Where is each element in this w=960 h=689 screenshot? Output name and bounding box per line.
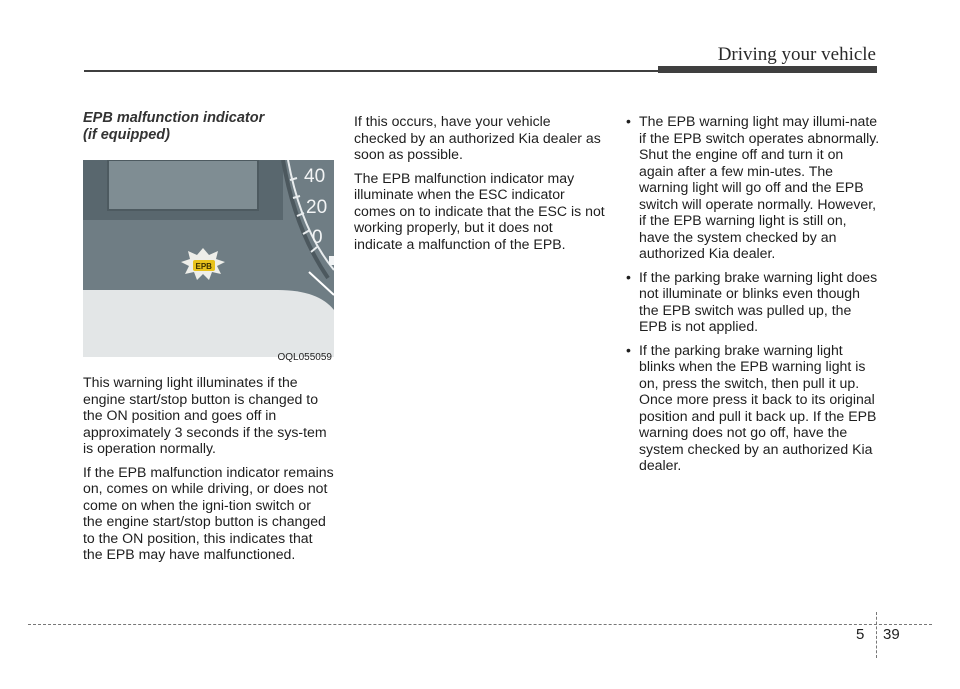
figure-caption: OQL055059 <box>277 351 332 363</box>
cluster-drawing <box>83 160 334 357</box>
bullet-list <box>624 113 880 474</box>
footer-divider <box>876 612 877 658</box>
middle-column <box>354 113 605 259</box>
right-column <box>624 113 880 481</box>
footer-rule <box>28 624 932 625</box>
bullet-item-1: • The EPB warning light may illumi-nate if the EPB switch operates abnormally. Shut the engine off and turn it on again after a few min-utes. The warning light will go off and the EPB switch will operate normally. However, if the EPB warning light is still on, have the system checked by an authorized Kia dealer. <box>624 113 880 262</box>
left-paragraph-1: This warning light illuminates if the engine start/stop button is changed to the ON position and goes off in approximately 3 seconds if the sys-tem is operation normally. <box>83 374 327 456</box>
section-title-line2: (if equipped) <box>83 127 170 143</box>
bullet-item-3: • If the parking brake warning light blinks when the EPB warning light is on, press the switch, then pull it up. Once more press it back to its original position and pull it back up. If the EPB warning does not go off, have the system checked by an authorized Kia dealer. <box>624 342 880 474</box>
gauge-label-20: 20 <box>306 197 328 218</box>
gauge-label-40: 40 <box>304 166 326 187</box>
middle-paragraph-1: If this occurs, have your vehicle checked by an authorized Kia dealer as soon as possible. <box>354 113 601 162</box>
section-title-line1: EPB malfunction indicator <box>83 110 265 126</box>
middle-paragraph-2: The EPB malfunction indicator may illuminate when the ESC indicator comes on to indicate that the ESC is not working properly, but it does not indicate a malfunction of the EPB. <box>354 169 605 252</box>
bullet-item-2: • If the parking brake warning light does not illuminate or blinks even though the EPB switch was pulled up, the EPB is not applied. <box>624 269 880 335</box>
left-paragraph-2: If the EPB malfunction indicator remains on, comes on while driving, or does not come on when the igni-tion switch or the engine start/stop button is changed to the ON position, this indicates that the EPB may have malfunctioned. <box>83 463 334 562</box>
section-title <box>83 110 334 144</box>
gauge-label-0: 0 <box>312 227 323 248</box>
cluster-illustration <box>83 160 334 357</box>
header-title: Driving your vehicle <box>717 44 876 65</box>
left-column <box>83 110 334 570</box>
figure <box>83 160 334 368</box>
epb-badge-label: EPB <box>195 262 212 271</box>
chapter-number: 5 <box>856 626 865 643</box>
page-number: 39 <box>883 626 900 643</box>
header-rule-accent <box>658 66 877 73</box>
